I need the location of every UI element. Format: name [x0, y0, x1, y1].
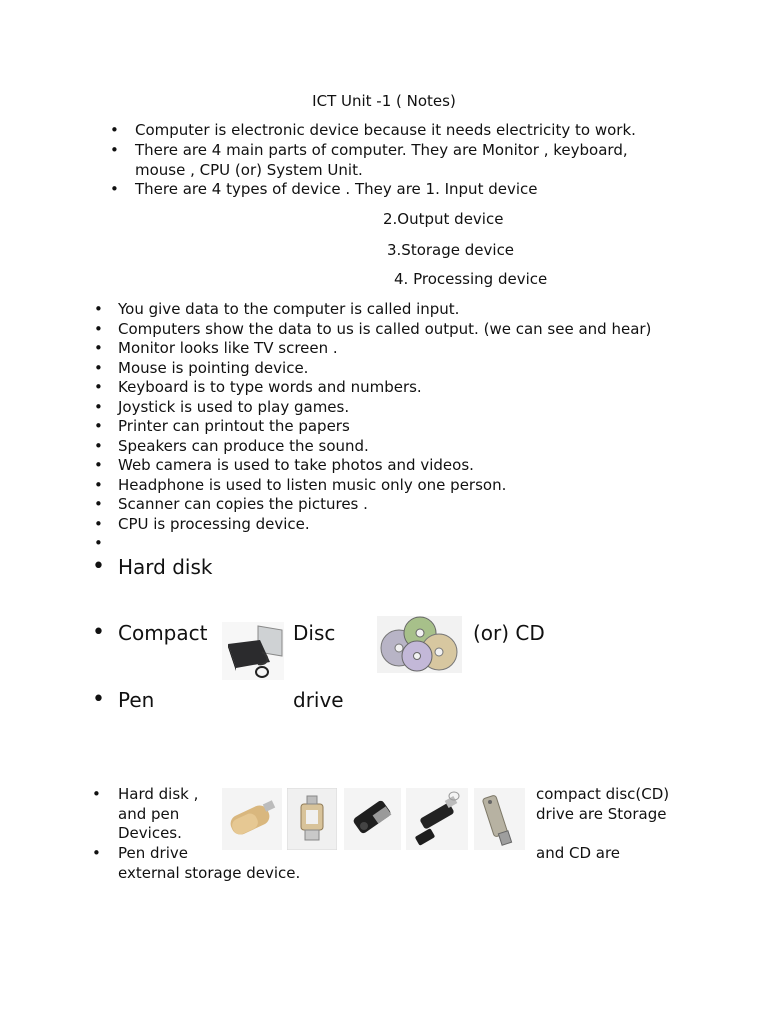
- bullet: •: [92, 844, 101, 862]
- list-item: • Speakers can produce the sound.: [118, 437, 651, 457]
- list-item: • Web camera is used to take photos and videos.: [118, 456, 651, 476]
- list-item: • Mouse is pointing device.: [118, 359, 651, 379]
- bullet: •: [92, 554, 105, 579]
- bullet: •: [110, 141, 119, 159]
- bullet: •: [92, 620, 105, 645]
- storage-drive: drive: [293, 688, 344, 712]
- summary-text: drive are Storage: [536, 805, 667, 823]
- summary-text: and pen: [118, 805, 180, 823]
- otg-pen-drive-icon: [287, 788, 337, 850]
- list-item: • Computers show the data to us is called output. (we can see and hear): [118, 320, 651, 340]
- capped-pen-drive-icon: [406, 788, 468, 850]
- wooden-pen-drive-icon: [222, 788, 282, 850]
- page-title: ICT Unit -1 ( Notes): [312, 92, 456, 110]
- storage-pen: Pen: [118, 688, 155, 712]
- list-item-continuation: mouse , CPU (or) System Unit.: [135, 160, 363, 179]
- list-item: • Headphone is used to listen music only one person.: [118, 476, 651, 496]
- facts-list: [118, 300, 651, 554]
- bullet: •: [92, 687, 105, 712]
- device-type-processing: 4. Processing device: [394, 270, 548, 288]
- list-item: • Keyboard is to type words and numbers.: [118, 378, 651, 398]
- list-item: • Printer can printout the papers: [118, 417, 651, 437]
- summary-text: external storage device.: [118, 864, 301, 882]
- list-item: • Monitor looks like TV screen .: [118, 339, 651, 359]
- summary-text: Pen drive: [118, 844, 188, 862]
- list-item: Computer is electronic device because it needs electricity to work.: [135, 121, 636, 139]
- list-item-empty: [118, 534, 651, 554]
- summary-text: Devices.: [118, 824, 182, 842]
- list-item: • You give data to the computer is called input.: [118, 300, 651, 320]
- list-item: • Joystick is used to play games.: [118, 398, 651, 418]
- silver-pen-drive-icon: [474, 788, 525, 850]
- device-type-output: 2.Output device: [383, 210, 504, 228]
- list-item: There are 4 types of device . They are 1. Input device: [135, 180, 538, 198]
- list-item: • CPU is processing device.: [118, 515, 651, 535]
- external-hard-disk-icon: [222, 622, 284, 680]
- device-type-storage: 3.Storage device: [387, 241, 515, 259]
- summary-text: compact disc(CD): [536, 785, 670, 803]
- storage-hard-disk: Hard disk: [118, 555, 213, 579]
- swivel-pen-drive-icon: [344, 788, 401, 850]
- summary-text: and CD are: [536, 844, 621, 862]
- bullet: •: [110, 180, 119, 198]
- storage-compact: Compact: [118, 621, 208, 645]
- compact-discs-icon: [377, 616, 462, 673]
- bullet: •: [92, 785, 101, 803]
- storage-disc: Disc: [293, 621, 336, 645]
- summary-text: Hard disk ,: [118, 785, 199, 803]
- list-item: • Scanner can copies the pictures .: [118, 495, 651, 515]
- list-item: There are 4 main parts of computer. They are Monitor , keyboard,: [135, 141, 628, 159]
- bullet: •: [110, 121, 119, 139]
- storage-or-cd: (or) CD: [473, 621, 545, 645]
